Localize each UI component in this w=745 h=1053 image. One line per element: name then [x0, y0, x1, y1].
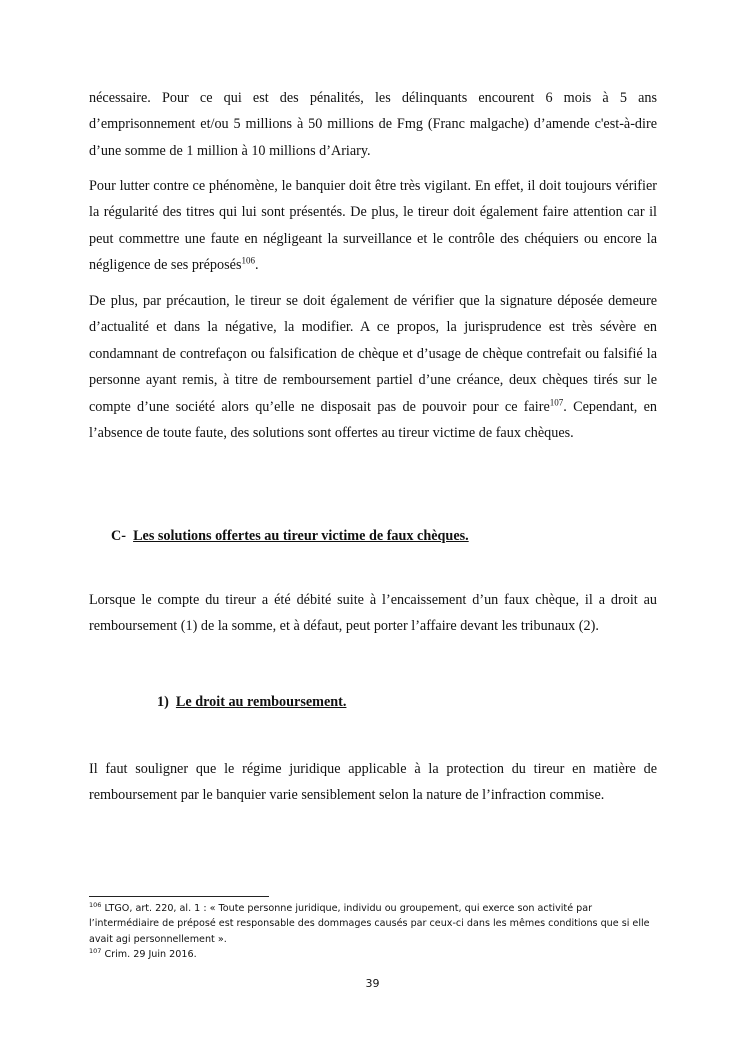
paragraph-text: Pour lutter contre ce phénomène, le banquier doit être très vigilant. En effet, il doit toujours vérifier la régularité des titres qui lui sont présentés. De plus, le tireur doit également faire attention car il peut commettre une faute en négligeant la surveillance et le contrôle des chéquiers ou encore la négligence de ses préposés: [89, 178, 657, 274]
paragraph-legal-regime: [89, 756, 657, 809]
footnote-number: 106: [89, 900, 102, 909]
section-title: Les solutions offertes au tireur victime de faux chèques.: [133, 528, 469, 544]
section-heading-c: [111, 526, 469, 546]
footnote-107: [89, 947, 659, 962]
footnote-text: LTGO, art. 220, al. 1 : « Toute personne juridique, individu ou groupement, qui exerce son activité par l’intermédiaire de préposé est responsable des dommages causés par ceux-ci dans les mêmes conditions que si elle avait agi personnellement ».: [89, 903, 650, 945]
footnote-separator: [89, 896, 269, 897]
subsection-marker: 1): [157, 694, 169, 710]
subsection-title: Le droit au remboursement.: [175, 694, 347, 710]
footnote-reference[interactable]: 106: [241, 255, 255, 266]
paragraph-text: . Cependant, en l’absence de toute faute, des solutions sont offertes au tireur victime de faux chèques.: [89, 398, 658, 442]
paragraph-text: Il faut souligner que le régime juridique applicable à la protection du tireur en matière de remboursement par le banquier varie sensiblement selon la nature de l’infraction commise.: [89, 761, 657, 804]
footnote-reference[interactable]: 107: [549, 396, 564, 407]
footnote-number: 107: [89, 947, 102, 956]
footnote-text: Crim. 29 Juin 2016.: [101, 949, 197, 961]
footnote-106: [89, 901, 659, 947]
paragraph-text: De plus, par précaution, le tireur se doit également de vérifier que la signature déposée demeure d’actualité et dans la négative, la modifier. A ce propos, la jurisprudence est très sévère en condamnant de contrefaçon ou falsification de chèque et d’usage de chèque contrefait ou falsifié la personne ayant remis, à titre de remboursement partiel d’une créance, deux chèques tirés sur le compte d’une société alors qu’elle ne disposait pas de pouvoir pour ce faire: [89, 293, 657, 415]
section-marker: C-: [111, 528, 126, 544]
paragraph-text: Lorsque le compte du tireur a été débité suite à l’encaissement d’un faux chèque, il a droit au remboursement (1) de la somme, et à défaut, peut porter l’affaire devant les tribunaux (2).: [89, 592, 657, 635]
paragraph-precaution: [89, 288, 657, 446]
paragraph-text: nécessaire. Pour ce qui est des pénalités, les délinquants encourent 6 mois à 5 ans d’emprisonnement et/ou 5 millions à 50 millions de Fmg (Franc malgache) d’amende c'est-à-dire d’une somme de 1 million à 10 millions d’Ariary.: [89, 90, 657, 159]
subsection-heading-1: [157, 692, 346, 712]
page-number: 39: [365, 977, 380, 990]
paragraph-vigilance: [89, 173, 657, 279]
paragraph-text: .: [254, 257, 259, 274]
paragraph-penalties: [89, 85, 657, 164]
paragraph-intro-solutions: [89, 587, 657, 640]
footnotes: [89, 901, 659, 963]
